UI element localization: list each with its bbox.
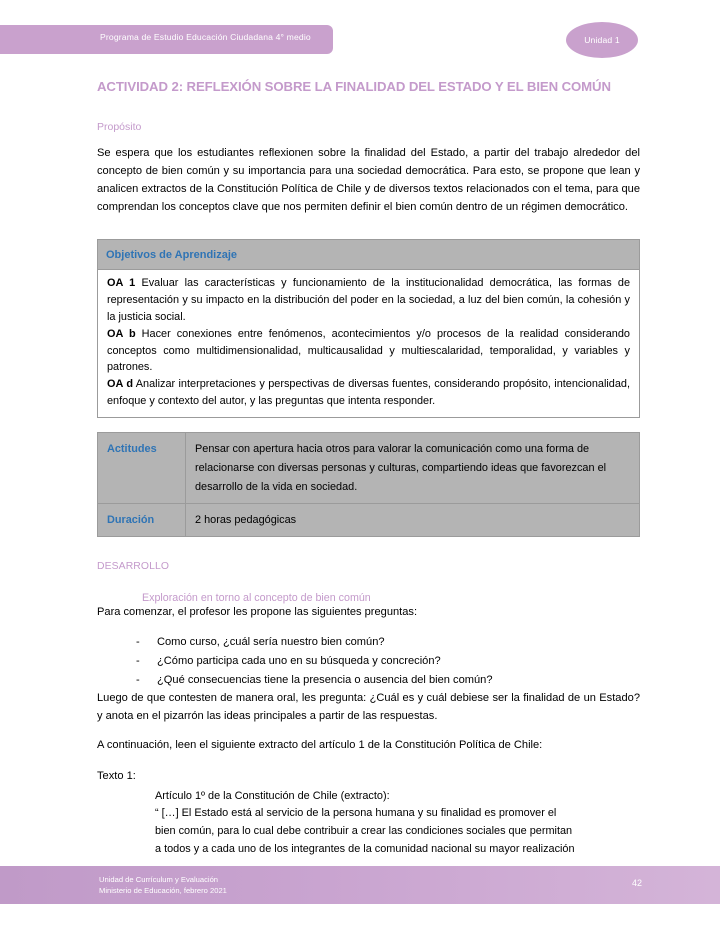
actitudes-label: Actitudes	[107, 443, 157, 456]
objetivos-header-cell	[98, 240, 640, 270]
page-title: ACTIVIDAD 2: REFLEXIÓN SOBRE LA FINALIDAD DEL ESTADO Y EL BIEN COMÚN	[97, 79, 611, 94]
quote-line-1: “ […] El Estado está al servicio de la persona humana y su finalidad es promover el	[155, 807, 557, 820]
unit-badge-label: Unidad 1	[584, 35, 620, 45]
constitution-quote-block	[155, 788, 640, 859]
duracion-value-cell	[186, 503, 640, 536]
desarrollo-intro: Para comenzar, el profesor les propone las siguientes preguntas:	[97, 605, 418, 618]
actitudes-value-cell	[186, 433, 640, 504]
header-purple-band	[0, 25, 333, 54]
page-footer	[0, 866, 720, 904]
oa-item	[107, 326, 630, 377]
actitudes-value: Pensar con apertura hacia otros para valorar la comunicación como una forma de relacionarse con diversas personas y culturas, compartiendo ideas que favorezcan el desarrollo de la vida en sociedad.	[195, 443, 607, 493]
proposito-heading: Propósito	[97, 121, 142, 134]
oa-text: Hacer conexiones entre fenómenos, acontecimientos y/o procesos de la realidad considerando conceptos como multidimensionalidad, multicausalidad y multiescalaridad, temporalidad, y variables y patrones.	[107, 327, 630, 374]
desarrollo-heading: DESARROLLO	[97, 560, 170, 572]
oa-code: OA b	[107, 327, 136, 340]
desarrollo-subsection-title: Exploración en torno al concepto de bien común	[142, 591, 371, 604]
desarrollo-paragraph-2: Luego de que contesten de manera oral, les pregunta: ¿Cuál es y cuál debiese ser la finalidad de un Estado? y anota en el pizarrón las ideas principales a partir de las respuestas.	[97, 691, 640, 722]
quote-line-2: bien común, para lo cual debe contribuir a crear las condiciones sociales que permitan	[155, 825, 573, 838]
desarrollo-paragraph-3: A continuación, leen el siguiente extracto del artículo 1 de la Constitución Política de Chile:	[97, 738, 543, 751]
objetivos-table	[97, 239, 640, 418]
quote-source: Artículo 1º de la Constitución de Chile (extracto):	[155, 789, 390, 802]
objetivos-body-row	[98, 270, 640, 418]
objetivos-header-row	[98, 240, 640, 270]
quote-line-3: a todos y a cada uno de los integrantes de la comunidad nacional su mayor realización	[155, 842, 575, 855]
unit-badge	[566, 22, 638, 58]
page-number: 42	[631, 878, 642, 888]
oa-code: OA d	[107, 378, 133, 391]
oa-item	[107, 376, 630, 410]
questions-list	[97, 633, 640, 690]
footer-line-2: Ministerio de Educación, febrero 2021	[99, 886, 227, 896]
oa-item	[107, 275, 630, 326]
actitudes-label-cell	[98, 433, 186, 504]
table-row	[98, 503, 640, 536]
objetivos-header-label: Objetivos de Aprendizaje	[106, 249, 238, 262]
footer-line-1: Unidad de Currículum y Evaluación	[99, 875, 219, 884]
attributes-table	[97, 432, 640, 537]
objetivos-body-cell	[98, 270, 640, 418]
header-program-label: Programa de Estudio Educación Ciudadana 4° medio	[100, 32, 311, 42]
list-item: - ¿Qué consecuencias tiene la presencia o ausencia del bien común?	[97, 671, 640, 690]
oa-text: Evaluar las características y funcionamiento de la institucionalidad democrática, las formas de representación y su impacto en la distribución del poder en la sociedad, a luz del bien común, la cohesión y la justicia social.	[107, 277, 631, 323]
document-body	[97, 78, 640, 858]
duracion-label: Duración	[107, 513, 155, 526]
duracion-value: 2 horas pedagógicas	[195, 513, 297, 526]
footer-institution	[99, 874, 227, 897]
list-item: - Como curso, ¿cuál sería nuestro bien común?	[97, 633, 640, 652]
proposito-text: Se espera que los estudiantes reflexionen sobre la finalidad del Estado, a partir del trabajo alrededor del concepto de bien común y su importancia para una sociedad democrática. Para esto, se propone que lean y analicen extractos de la Constitución Política de Chile y de diversos textos relacionados con el tema, para que comprendan los conceptos clave que nos permiten definir el bien común dentro de un régimen democrático.	[97, 147, 640, 214]
texto-label: Texto 1:	[97, 769, 136, 782]
oa-text: Analizar interpretaciones y perspectivas de diversas fuentes, considerando propósito, intencionalidad, enfoque y contexto del autor, y las preguntas que intenta responder.	[107, 378, 630, 408]
list-item: - ¿Cómo participa cada uno en su búsqueda y concreción?	[97, 652, 640, 671]
oa-code: OA 1	[107, 277, 136, 290]
duracion-label-cell	[98, 503, 186, 536]
table-row	[98, 433, 640, 504]
